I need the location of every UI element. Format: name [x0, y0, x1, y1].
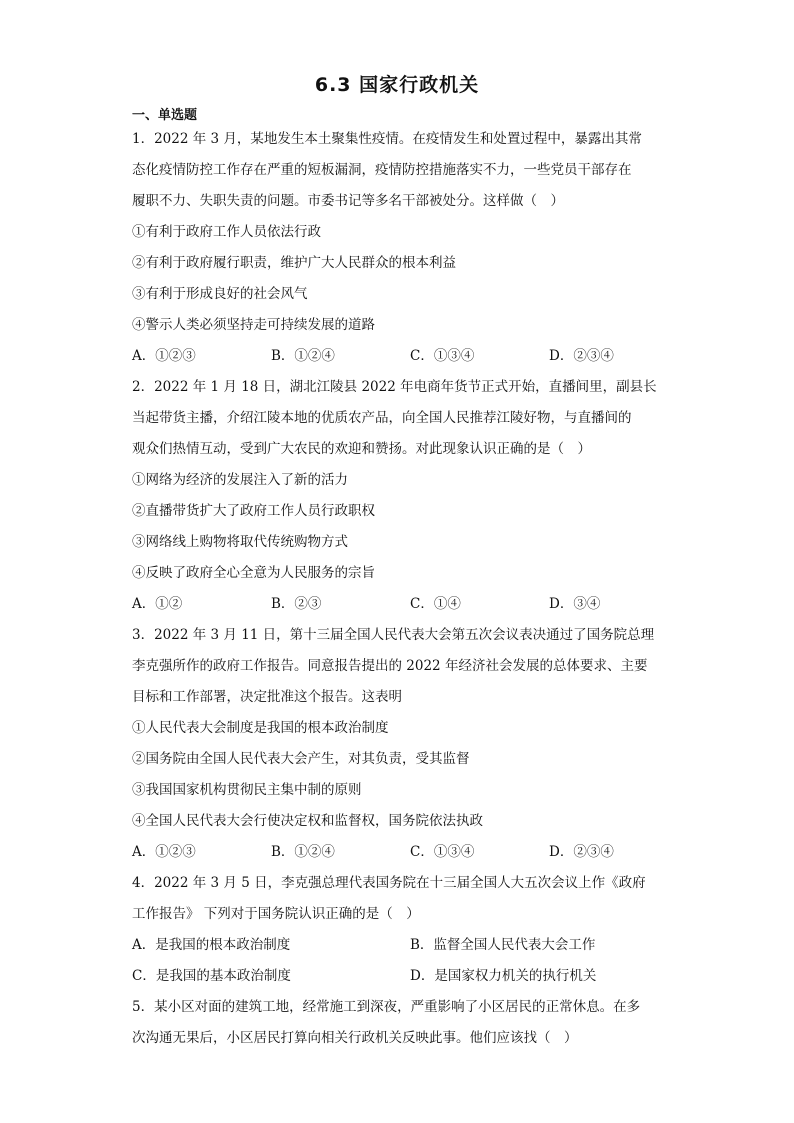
option-c[interactable]: C．①④	[410, 596, 461, 612]
statement-item: ③有利于形成良好的社会风气	[132, 286, 308, 302]
question-1	[132, 124, 662, 372]
answer-options	[132, 930, 662, 961]
statement-item: ①人民代表大会制度是我国的根本政治制度	[132, 720, 389, 736]
answer-options	[132, 589, 662, 620]
question-stem-line: 工作报告》 下列对于国务院认识正确的是（ ）	[132, 906, 420, 922]
section-heading: 一、单选题	[132, 108, 198, 123]
page-title: 6.3 国家行政机关	[314, 74, 480, 96]
question-stem-line: 目标和工作部署，决定批准这个报告。这表明	[132, 689, 402, 705]
question-list	[132, 124, 662, 1054]
option-c[interactable]: C．①③④	[410, 844, 475, 860]
statement-item: ④警示人类必须坚持走可持续发展的道路	[132, 317, 375, 333]
question-stem-line: 4．2022 年 3 月 5 日，李克强总理代表国务院在十三届全国人大五次会议上作《政府	[132, 875, 646, 891]
statement-item: ①网络为经济的发展注入了新的活力	[132, 472, 348, 488]
question-stem-line: 态化疫情防控工作存在严重的短板漏洞，疫情防控措施落实不力，一些党员干部存在	[132, 162, 632, 178]
question-stem-line: 5．某小区对面的建筑工地，经常施工到深夜，严重影响了小区居民的正常休息。在多	[132, 999, 641, 1015]
option-b[interactable]: B．监督全国人民代表大会工作	[410, 937, 596, 953]
statement-item: ①有利于政府工作人员依法行政	[132, 224, 321, 240]
answer-options	[132, 341, 662, 372]
question-stem-line: 3．2022 年 3 月 11 日，第十三届全国人民代表大会第五次会议表决通过了国务院总理	[132, 627, 655, 643]
option-c[interactable]: C．是我国的基本政治制度	[132, 968, 291, 984]
question-stem-line: 当起带货主播，介绍江陵本地的优质农产品，向全国人民推荐江陵好物，与直播间的	[132, 410, 632, 426]
option-d[interactable]: D．②③④	[549, 844, 614, 860]
option-a[interactable]: A．①②	[132, 596, 183, 612]
answer-options	[132, 961, 662, 992]
option-b[interactable]: B．①②④	[271, 348, 335, 364]
option-d[interactable]: D．③④	[549, 596, 601, 612]
question-5	[132, 992, 662, 1054]
option-d[interactable]: D．是国家权力机关的执行机关	[410, 968, 597, 984]
option-a[interactable]: A．①②③	[132, 844, 196, 860]
option-d[interactable]: D．②③④	[549, 348, 614, 364]
question-3	[132, 620, 662, 868]
statement-item: ④全国人民代表大会行使决定权和监督权，国务院依法执政	[132, 813, 483, 829]
statement-item: ②有利于政府履行职责，维护广大人民群众的根本利益	[132, 255, 456, 271]
statement-item: ②直播带货扩大了政府工作人员行政职权	[132, 503, 375, 519]
statement-item: ②国务院由全国人民代表大会产生，对其负责，受其监督	[132, 751, 470, 767]
question-stem-line: 观众们热情互动，受到广大农民的欢迎和赞扬。对此现象认识正确的是（ ）	[132, 441, 591, 457]
option-b[interactable]: B．①②④	[271, 844, 335, 860]
answer-options	[132, 837, 662, 868]
question-stem-line: 2．2022 年 1 月 18 日，湖北江陵县 2022 年电商年货节正式开始，直播间里，副县长	[132, 379, 657, 395]
question-stem-line: 李克强所作的政府工作报告。同意报告提出的 2022 年经济社会发展的总体要求、主要	[132, 658, 648, 674]
option-a[interactable]: A．是我国的根本政治制度	[132, 937, 291, 953]
option-a[interactable]: A．①②③	[132, 348, 196, 364]
option-c[interactable]: C．①③④	[410, 348, 475, 364]
question-stem-line: 履职不力、失职失责的问题。市委书记等多名干部被处分。这样做（ ）	[132, 193, 564, 209]
question-4	[132, 868, 662, 992]
statement-item: ④反映了政府全心全意为人民服务的宗旨	[132, 565, 375, 581]
statement-item: ③网络线上购物将取代传统购物方式	[132, 534, 348, 550]
question-stem-line: 1．2022 年 3 月，某地发生本土聚集性疫情。在疫情发生和处置过程中，暴露出其常	[132, 131, 642, 147]
question-2	[132, 372, 662, 620]
statement-item: ③我国国家机构贯彻民主集中制的原则	[132, 782, 362, 798]
question-stem-line: 次沟通无果后，小区居民打算向相关行政机关反映此事。他们应该找（ ）	[132, 1030, 578, 1046]
option-b[interactable]: B．②③	[271, 596, 322, 612]
